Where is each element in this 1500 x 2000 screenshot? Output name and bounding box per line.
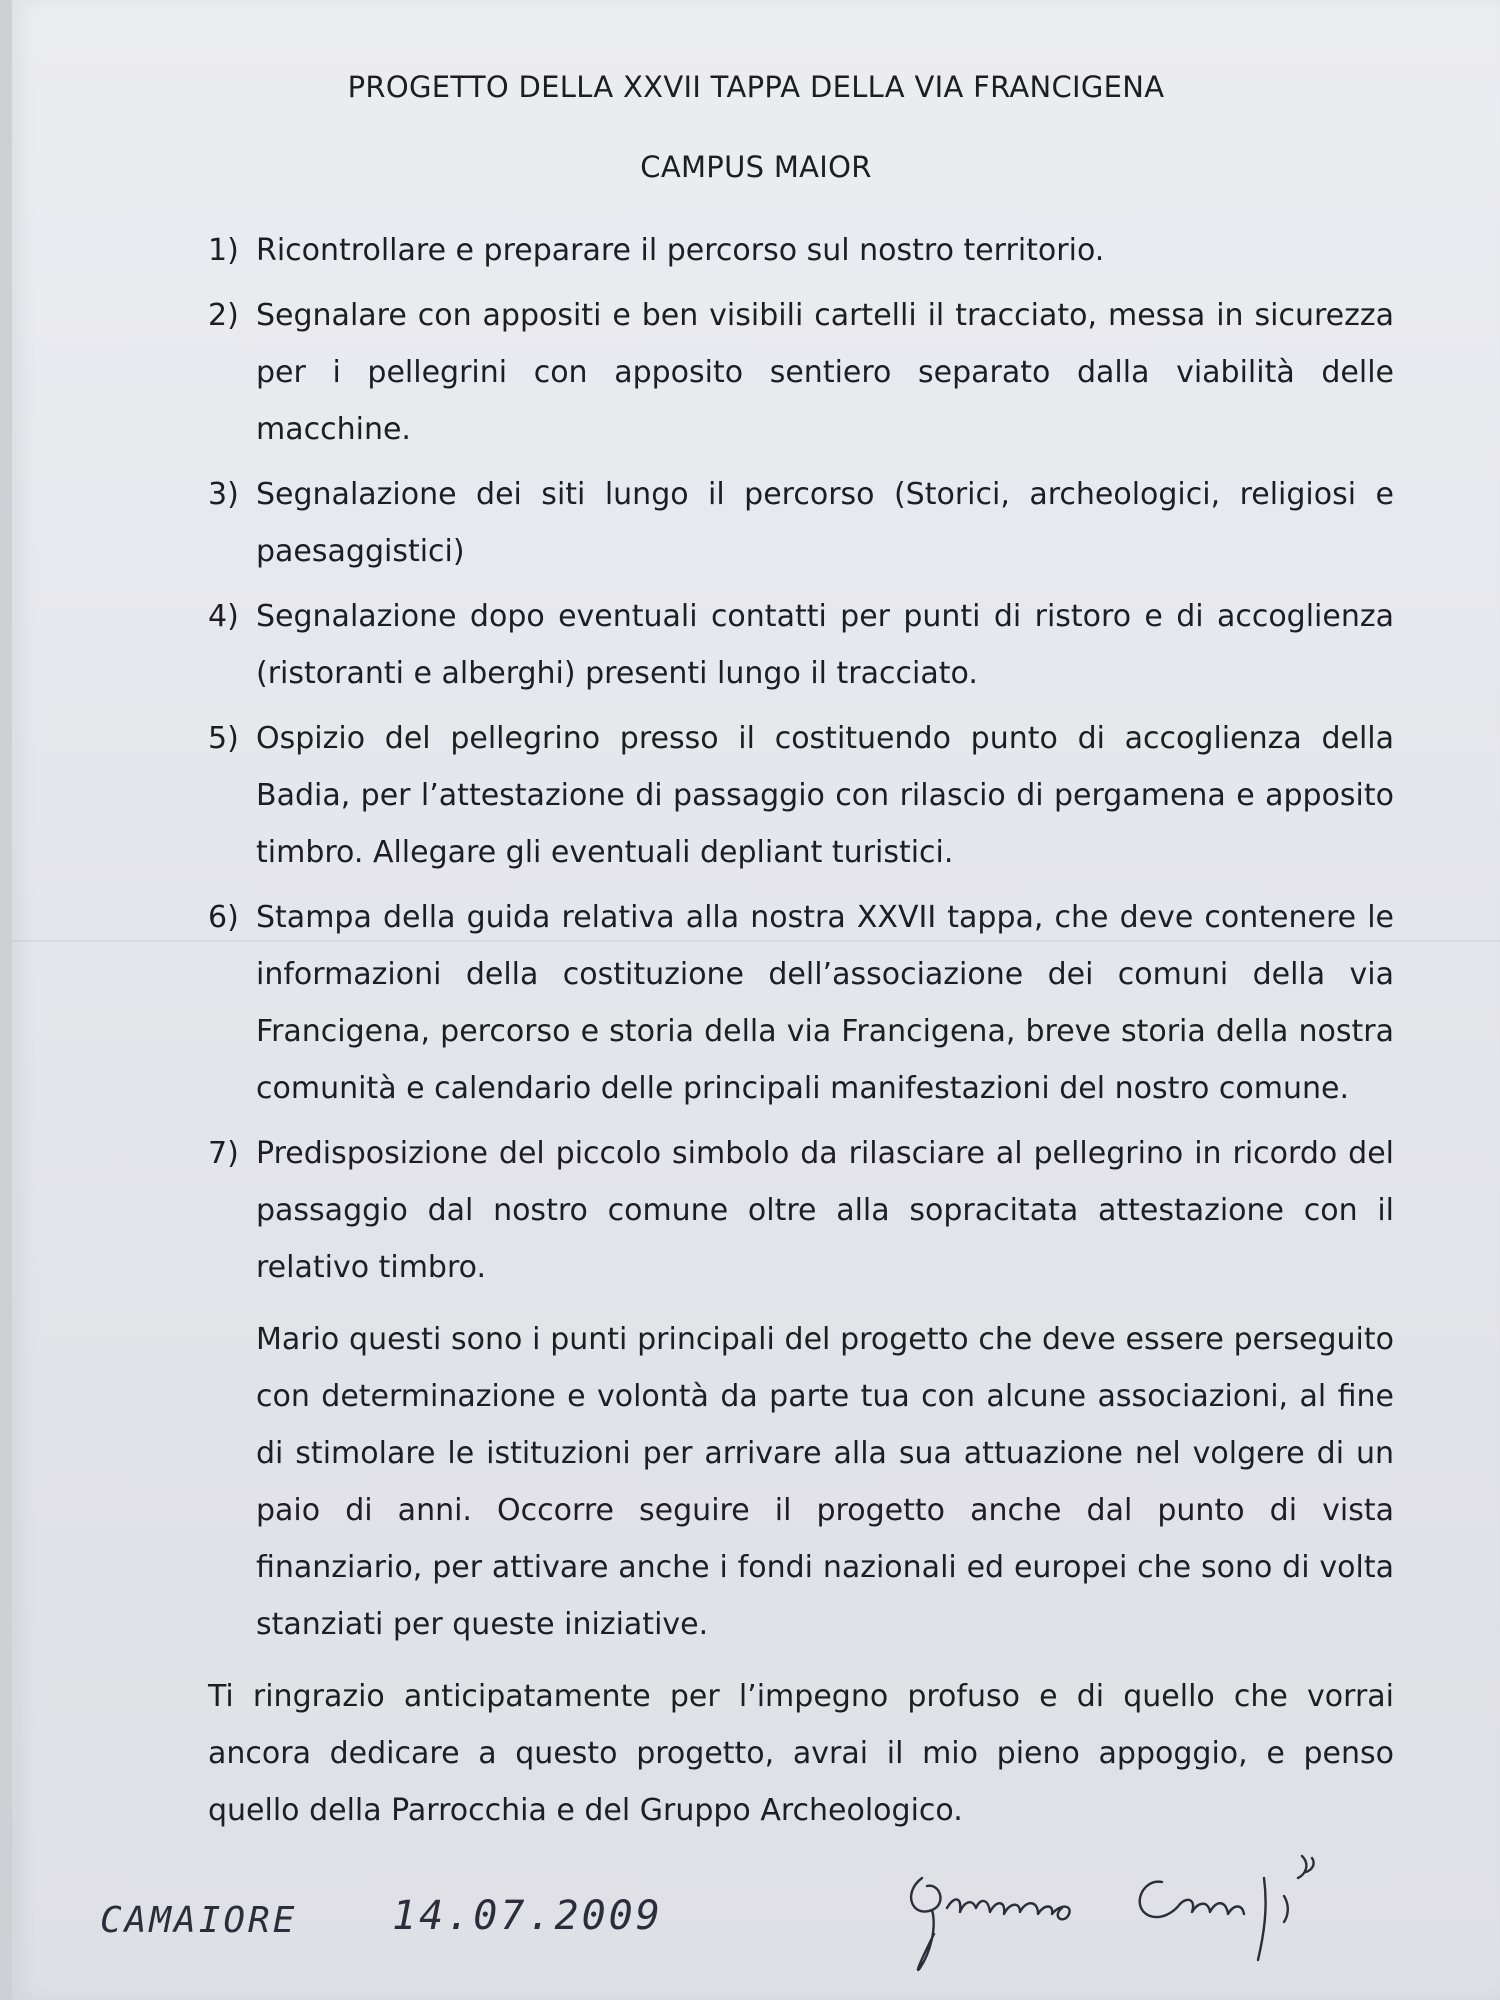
item-text: Predisposizione del piccolo simbolo da rilasciare al pellegrino in ricordo del passaggio dal nostro comune oltre alla sopracitata attestazione con il relativo timbro. — [256, 1136, 1394, 1285]
list-item — [208, 466, 1394, 580]
item-text: Ricontrollare e preparare il percorso sul nostro territorio. — [256, 233, 1105, 268]
list-item — [208, 1125, 1394, 1296]
item-text: Segnalazione dei siti lungo il percorso (Storici, archeologici, religiosi e paesaggistici) — [256, 477, 1394, 569]
item-text: Stampa della guida relativa alla nostra XXVII tappa, che deve contenere le informazioni della costituzione dell’associazione dei comuni della via Francigena, percorso e storia della via Francigena, breve storia della nostra comunità e calendario delle principali manifestazioni del nostro comune. — [256, 900, 1394, 1106]
letter-sheet — [12, 0, 1500, 2000]
handwritten-date: 14.07.2009 — [392, 1893, 663, 1939]
list-item — [208, 588, 1394, 702]
list-item — [208, 287, 1394, 458]
handwritten-signature — [892, 1838, 1392, 1978]
document-title: PROGETTO DELLA XXVII TAPPA DELLA VIA FRANCIGENA — [347, 70, 1165, 104]
item-number: 4) — [208, 599, 239, 634]
list-item — [208, 222, 1394, 279]
list-item — [208, 710, 1394, 881]
item-number: 1) — [208, 233, 239, 268]
closing-paragraph: Mario questi sono i punti principali del progetto che deve essere perseguito con determinazione e volontà da parte tua con alcune associazioni, al fine di stimolare le istituzioni per arrivare alla sua attuazione nel volgere di un paio di anni. Occorre seguire il progetto anche dal punto di vista finanziario, per attivare anche i fondi nazionali ed europei che sono di volta stanziati per queste iniziative. — [256, 1322, 1394, 1642]
handwritten-place: CAMAIORE — [100, 1900, 298, 1941]
thanks-paragraph: Ti ringrazio anticipatamente per l’impegno profuso e di quello che vorrai ancora dedicare a questo progetto, avrai il mio pieno appoggio, e penso quello della Parrocchia e del Gruppo Archeologico. — [208, 1679, 1394, 1828]
item-text: Segnalare con appositi e ben visibili cartelli il tracciato, messa in sicurezza per i pellegrini con apposito sentiero separato dalla viabilità delle macchine. — [256, 298, 1394, 447]
item-number: 5) — [208, 721, 239, 756]
item-text: Ospizio del pellegrino presso il costituendo punto di accoglienza della Badia, per l’attestazione di passaggio con rilascio di pergamena e apposito timbro. Allegare gli eventuali depliant turistici. — [256, 721, 1394, 870]
document-subtitle: CAMPUS MAIOR — [640, 150, 872, 184]
item-number: 6) — [208, 900, 239, 935]
item-number: 3) — [208, 477, 239, 512]
item-number: 7) — [208, 1136, 239, 1171]
list-item — [208, 889, 1394, 1117]
item-number: 2) — [208, 298, 239, 333]
item-text: Segnalazione dopo eventuali contatti per punti di ristoro e di accoglienza (ristoranti e alberghi) presenti lungo il tracciato. — [256, 599, 1394, 691]
project-points-list — [208, 222, 1394, 1304]
